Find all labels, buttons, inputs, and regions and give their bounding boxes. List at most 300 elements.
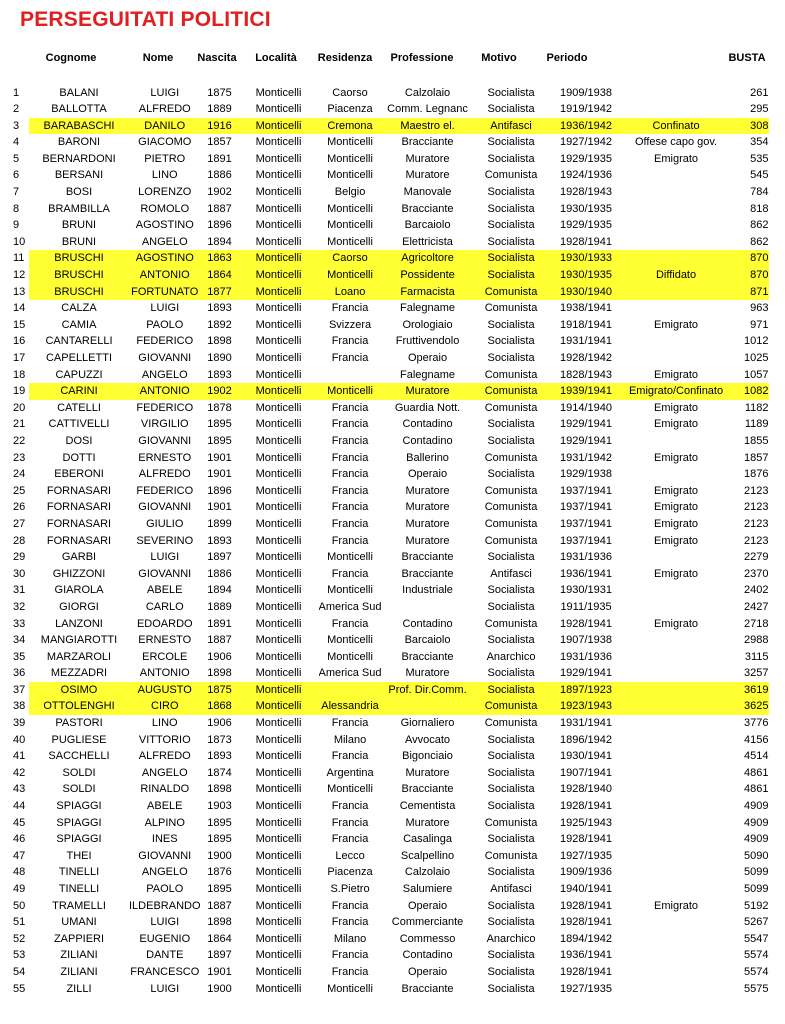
cell-cognome: UMANI (61, 916, 97, 929)
cell-residenza: Loano (319, 284, 382, 301)
cell-nome: ERCOLE (142, 650, 188, 663)
cell-nascita: 1895 (207, 418, 232, 431)
cell-note (624, 466, 729, 483)
table-header (0, 52, 785, 68)
cell-localita: Monticelli (255, 833, 302, 846)
cell-row-number: 41 (13, 750, 26, 763)
cell-residenza: Francia (331, 800, 369, 813)
cell-periodo: 1936/1942 (549, 118, 624, 135)
cell-motivo: Comunista (474, 383, 549, 400)
cell-busta: 2427 (744, 600, 769, 613)
cell-note (624, 350, 729, 367)
cell-note: Emigrato (654, 401, 699, 414)
cell-nome: ALFREDO (138, 468, 191, 481)
cell-nascita: 1906 (207, 717, 232, 730)
cell-busta: 295 (750, 103, 769, 116)
cell-row-number: 33 (13, 617, 26, 630)
cell-nascita: 1891 (207, 152, 232, 165)
cell-residenza: Francia (331, 916, 369, 929)
cell-periodo: 1930/1935 (549, 267, 624, 284)
cell-busta: 5267 (744, 916, 769, 929)
cell-note (624, 300, 729, 317)
cell-nascita: 1893 (207, 368, 232, 381)
cell-busta: 4514 (744, 750, 769, 763)
cell-residenza: Argentina (326, 766, 374, 779)
cell-localita: Monticelli (255, 152, 302, 165)
cell-busta: 4156 (744, 733, 769, 746)
cell-cognome: THEI (66, 849, 92, 862)
cell-motivo: Socialista (487, 833, 535, 846)
cell-localita: Monticelli (255, 584, 302, 597)
cell-residenza: Francia (331, 517, 369, 530)
cell-note: Emigrato (654, 899, 699, 912)
cell-row-number: 43 (13, 783, 26, 796)
cell-nascita: 1901 (207, 501, 232, 514)
cell-residenza: Svizzera (328, 318, 372, 331)
cell-row-number: 27 (13, 517, 26, 530)
cell-motivo: Comunista (484, 717, 538, 730)
cell-nascita: 1864 (207, 932, 232, 945)
cell-motivo: Socialista (487, 186, 535, 199)
cell-note: Offese capo gov. (634, 136, 718, 149)
cell-note (624, 632, 729, 649)
cell-motivo: Antifasci (490, 567, 532, 580)
cell-row-number: 25 (13, 484, 26, 497)
cell-residenza: Milano (333, 733, 367, 746)
cell-professione: Bracciante (401, 551, 454, 564)
cell-nome: LUIGI (150, 302, 180, 315)
cell-busta: 2402 (744, 584, 769, 597)
cell-periodo: 1928/1941 (560, 800, 613, 813)
table-row (0, 134, 769, 151)
cell-cognome: MANGIAROTTI (40, 634, 118, 647)
cell-busta: 3257 (744, 667, 769, 680)
table-row (0, 616, 769, 633)
cell-busta: 3625 (729, 698, 769, 715)
table-row (0, 167, 769, 184)
cell-professione: Muratore (405, 484, 450, 497)
cell-residenza: Caorso (332, 86, 368, 99)
cell-note (624, 250, 729, 267)
cell-periodo: 1828/1943 (560, 368, 613, 381)
cell-note: Emigrato (654, 517, 699, 530)
cell-motivo: Socialista (487, 103, 535, 116)
cell-nascita: 1875 (207, 86, 232, 99)
table-row (0, 914, 769, 931)
cell-cognome: OTTOLENGHI (29, 698, 129, 715)
cell-row-number: 45 (13, 816, 26, 829)
cell-cognome: PASTORI (55, 717, 103, 730)
cell-row-number: 30 (13, 567, 26, 580)
cell-row-number: 26 (13, 501, 26, 514)
table-row (0, 383, 769, 400)
cell-motivo: Comunista (484, 451, 538, 464)
cell-busta: 4861 (744, 766, 769, 779)
cell-residenza (319, 682, 382, 699)
cell-nome: CARLO (145, 600, 184, 613)
cell-nome: ABELE (147, 584, 183, 597)
cell-busta: 4909 (744, 833, 769, 846)
cell-nascita: 1876 (207, 866, 232, 879)
cell-cognome: SPIAGGI (56, 816, 102, 829)
cell-cognome: GARBI (61, 551, 97, 564)
cell-professione: Contadino (402, 418, 453, 431)
cell-nascita: 1878 (207, 401, 232, 414)
cell-professione: Muratore (405, 169, 450, 182)
cell-localita: Monticelli (255, 235, 302, 248)
cell-motivo: Comunista (484, 302, 538, 315)
cell-professione: Bracciante (401, 567, 454, 580)
cell-note: Emigrato (654, 368, 699, 381)
cell-nascita: 1895 (207, 883, 232, 895)
cell-busta: 862 (750, 219, 769, 232)
cell-note (624, 184, 729, 201)
table-row (0, 599, 769, 616)
cell-motivo: Socialista (487, 152, 535, 165)
table-row (0, 151, 769, 168)
cell-row-number: 35 (13, 650, 26, 663)
col-header-motivo: Motivo (481, 52, 517, 64)
table-row (0, 848, 769, 865)
cell-busta: 3115 (744, 650, 769, 663)
cell-periodo: 1928/1941 (560, 833, 613, 846)
cell-nome: ERNESTO (138, 634, 192, 647)
cell-busta: 5192 (744, 899, 769, 912)
cell-periodo: 1939/1941 (549, 383, 624, 400)
cell-localita: Monticelli (255, 302, 302, 315)
cell-professione: Operaio (407, 899, 448, 912)
cell-periodo: 1937/1941 (560, 484, 613, 497)
cell-motivo: Socialista (487, 551, 535, 564)
cell-busta: 2718 (744, 617, 769, 630)
col-header-nome: Nome (142, 52, 174, 64)
cell-motivo: Socialista (487, 733, 535, 746)
cell-motivo: Socialista (487, 866, 535, 879)
cell-note (624, 284, 729, 301)
table-row (0, 184, 769, 201)
cell-nome: ALFREDO (138, 750, 191, 763)
cell-professione (382, 698, 474, 715)
cell-busta: 1182 (744, 401, 769, 414)
cell-professione: Muratore (405, 517, 450, 530)
cell-periodo: 1936/1941 (560, 949, 613, 962)
cell-nome: ILDEBRANDO (129, 899, 201, 912)
cell-nome: GIOVANNI (138, 352, 192, 364)
cell-professione: Commerciante (391, 916, 464, 929)
cell-nascita: 1887 (207, 634, 232, 647)
table-row (0, 400, 769, 417)
cell-nascita: 1916 (201, 118, 239, 135)
col-header-cognome: Cognome (45, 52, 97, 64)
cell-busta: 1025 (744, 352, 769, 364)
cell-periodo: 1931/1936 (560, 551, 613, 564)
table-row (0, 450, 769, 467)
cell-localita: Monticelli (255, 219, 302, 232)
cell-periodo: 1924/1936 (560, 169, 613, 182)
table-row (0, 981, 769, 998)
cell-residenza: Monticelli (327, 634, 373, 647)
cell-busta: 5574 (744, 949, 769, 962)
cell-periodo: 1928/1941 (560, 617, 613, 630)
cell-residenza: America Sud (318, 600, 382, 613)
cell-nascita: 1906 (207, 650, 232, 663)
cell-nome: PAOLO (146, 318, 184, 331)
cell-row-number: 17 (13, 352, 26, 364)
cell-periodo: 1931/1942 (560, 451, 613, 464)
cell-professione: Agricoltore (382, 250, 474, 267)
cell-note (624, 881, 729, 898)
cell-nome: FEDERICO (136, 401, 194, 414)
cell-row-number: 55 (13, 982, 26, 995)
cell-note: Emigrato/Confinato (624, 383, 729, 400)
cell-cognome: SPIAGGI (56, 800, 102, 813)
cell-localita: Monticelli (255, 634, 302, 647)
cell-periodo: 1919/1942 (560, 103, 613, 116)
cell-nascita: 1875 (201, 682, 239, 699)
cell-professione: Salumiere (402, 883, 453, 895)
cell-note (624, 333, 729, 350)
cell-cognome: CAPUZZI (55, 368, 103, 381)
cell-cognome: ZILIANI (60, 965, 98, 978)
cell-professione: Farmacista (382, 284, 474, 301)
cell-row-number: 2 (13, 103, 20, 116)
cell-busta: 5547 (744, 932, 769, 945)
cell-periodo: 1931/1941 (560, 717, 613, 730)
cell-residenza: Caorso (319, 250, 382, 267)
table-row (0, 499, 769, 516)
cell-row-number: 47 (13, 849, 26, 862)
cell-nome: DANTE (146, 949, 184, 962)
cell-row-number: 36 (13, 667, 26, 680)
table-row (0, 516, 769, 533)
cell-periodo: 1929/1941 (560, 667, 613, 680)
cell-nascita: 1902 (201, 383, 239, 400)
cell-cognome: ZILLI (66, 982, 92, 995)
cell-localita: Monticelli (255, 418, 302, 431)
cell-residenza: Francia (331, 401, 369, 414)
table-row (0, 533, 769, 550)
cell-busta: 5574 (744, 965, 769, 978)
table-row (0, 898, 769, 915)
cell-note: Emigrato (654, 567, 699, 580)
cell-motivo: Antifasci (474, 118, 549, 135)
cell-nascita: 1895 (207, 833, 232, 846)
cell-busta: 3619 (729, 682, 769, 699)
cell-professione: Barcaiolo (404, 634, 451, 647)
cell-residenza: Monticelli (327, 650, 373, 663)
cell-row-number: 24 (13, 468, 26, 481)
cell-localita: Monticelli (255, 783, 302, 796)
cell-localita: Monticelli (239, 250, 319, 267)
cell-note (624, 781, 729, 798)
cell-nome: EDOARDO (136, 617, 193, 630)
cell-row-number: 31 (13, 584, 26, 597)
cell-nascita: 1895 (207, 816, 232, 829)
cell-nascita: 1896 (207, 484, 232, 497)
cell-localita: Monticelli (255, 816, 302, 829)
table-row (0, 201, 769, 218)
cell-busta: 1012 (744, 335, 769, 348)
cell-note (624, 101, 729, 118)
cell-cognome: TINELLI (58, 866, 100, 879)
cell-cognome: BERSANI (54, 169, 104, 182)
cell-cognome: OSIMO (29, 682, 129, 699)
cell-note: Emigrato (654, 534, 699, 547)
cell-nome: LUIGI (150, 86, 180, 99)
table-row (0, 234, 769, 251)
cell-nome: ALFREDO (138, 103, 191, 116)
cell-motivo: Antifasci (490, 883, 532, 895)
cell-periodo: 1928/1941 (560, 916, 613, 929)
cell-residenza: Francia (331, 534, 369, 547)
cell-nascita: 1894 (207, 235, 232, 248)
cell-professione: Muratore (405, 667, 450, 680)
cell-localita: Monticelli (255, 750, 302, 763)
cell-residenza: Francia (331, 750, 369, 763)
cell-motivo: Socialista (487, 916, 535, 929)
cell-professione: Barcaiolo (404, 219, 451, 232)
cell-periodo: 1929/1935 (560, 152, 613, 165)
cell-professione: Falegname (400, 302, 456, 315)
cell-periodo: 1928/1941 (560, 899, 613, 912)
cell-professione: Bracciante (401, 982, 454, 995)
cell-professione: Calzolaio (404, 86, 451, 99)
cell-residenza: Francia (331, 418, 369, 431)
cell-nascita: 1898 (207, 783, 232, 796)
cell-residenza: Francia (331, 484, 369, 497)
cell-motivo: Socialista (487, 434, 535, 447)
cell-residenza: Monticelli (327, 551, 373, 564)
cell-cognome: MARZAROLI (46, 650, 112, 663)
cell-nome: ANTONIO (129, 383, 201, 400)
cell-row-number: 13 (0, 284, 29, 301)
cell-residenza: Francia (331, 949, 369, 962)
cell-note (624, 831, 729, 848)
cell-localita: Monticelli (255, 932, 302, 945)
cell-nome: ANGELO (141, 235, 188, 248)
table-row (0, 864, 769, 881)
cell-nascita: 1886 (207, 169, 232, 182)
cell-localita: Monticelli (255, 368, 302, 381)
cell-localita: Monticelli (255, 136, 302, 149)
table-row (0, 798, 769, 815)
table-row (0, 566, 769, 583)
cell-note (624, 981, 729, 998)
cell-nascita: 1903 (207, 800, 232, 813)
cell-note (624, 715, 729, 732)
cell-note (624, 765, 729, 782)
cell-nome: GIOVANNI (138, 849, 192, 862)
cell-localita: Monticelli (255, 766, 302, 779)
cell-motivo: Comunista (484, 816, 538, 829)
cell-cognome: CATELLI (57, 401, 101, 414)
cell-row-number: 7 (13, 186, 20, 199)
cell-localita: Monticelli (255, 982, 302, 995)
cell-nascita: 1895 (207, 434, 232, 447)
cell-nome: ANTONIO (139, 667, 190, 680)
cell-cognome: TINELLI (58, 883, 100, 895)
table-row (0, 815, 769, 832)
cell-motivo: Socialista (487, 418, 535, 431)
cell-residenza: Francia (331, 965, 369, 978)
cell-nascita: 1899 (207, 517, 232, 530)
cell-localita: Monticelli (255, 567, 302, 580)
cell-nome: FEDERICO (136, 484, 194, 497)
cell-motivo: Anarchico (486, 932, 536, 945)
cell-note (624, 964, 729, 981)
table-row (0, 781, 769, 798)
cell-busta: 870 (729, 267, 769, 284)
cell-localita: Monticelli (255, 202, 302, 215)
cell-residenza: Monticelli (327, 584, 373, 597)
cell-busta: 1082 (729, 383, 769, 400)
cell-residenza: Francia (331, 302, 369, 315)
cell-nome: LINO (151, 169, 178, 182)
cell-motivo: Socialista (487, 982, 535, 995)
cell-nome: GIOVANNI (138, 434, 192, 447)
cell-periodo: 1896/1942 (560, 733, 613, 746)
cell-professione: Operaio (407, 965, 448, 978)
col-header-professione: Professione (390, 52, 454, 64)
table-row (0, 947, 769, 964)
cell-row-number: 38 (0, 698, 29, 715)
cell-professione: Elettricista (402, 235, 453, 248)
cell-note (624, 815, 729, 832)
cell-localita: Monticelli (255, 600, 302, 613)
cell-professione: Prof. Dir.Comm. (382, 682, 474, 699)
cell-cognome: CATTIVELLI (48, 418, 110, 431)
cell-professione: Falegname (400, 368, 456, 381)
cell-cognome: BRUNI (61, 219, 97, 232)
cell-nascita: 1886 (207, 567, 232, 580)
cell-professione: Ballerino (406, 451, 449, 464)
col-header-nascita: Nascita (197, 52, 237, 64)
col-header-residenza: Residenza (317, 52, 373, 64)
cell-cognome: GHIZZONI (52, 567, 106, 580)
cell-professione: Muratore (405, 534, 450, 547)
cell-nome: ANGELO (141, 368, 188, 381)
cell-busta: 5575 (744, 982, 769, 995)
cell-periodo: 1923/1943 (549, 698, 624, 715)
cell-note: Emigrato (654, 484, 699, 497)
cell-localita: Monticelli (239, 118, 319, 135)
cell-busta: 2123 (744, 501, 769, 514)
cell-periodo: 1918/1941 (560, 318, 613, 331)
cell-motivo: Socialista (474, 250, 549, 267)
table-row (0, 416, 769, 433)
cell-cognome: FORNASARI (46, 501, 112, 514)
cell-row-number: 11 (0, 250, 29, 267)
cell-professione: Comm. Legnanc (387, 103, 468, 116)
cell-note: Emigrato (654, 318, 699, 331)
cell-nascita: 1864 (201, 267, 239, 284)
cell-residenza: Francia (331, 451, 369, 464)
cell-busta: 4909 (744, 816, 769, 829)
cell-residenza: Monticelli (327, 982, 373, 995)
table-row (0, 101, 769, 118)
cell-residenza: Monticelli (327, 783, 373, 796)
cell-residenza (319, 367, 382, 384)
cell-motivo: Socialista (487, 899, 535, 912)
cell-note (624, 582, 729, 599)
cell-note: Emigrato (654, 152, 699, 165)
cell-note (624, 864, 729, 881)
cell-cognome: BALLOTTA (51, 103, 107, 116)
cell-nascita: 1889 (207, 600, 232, 613)
cell-note (624, 217, 729, 234)
cell-row-number: 20 (13, 401, 26, 414)
cell-nome: GIOVANNI (138, 567, 192, 580)
